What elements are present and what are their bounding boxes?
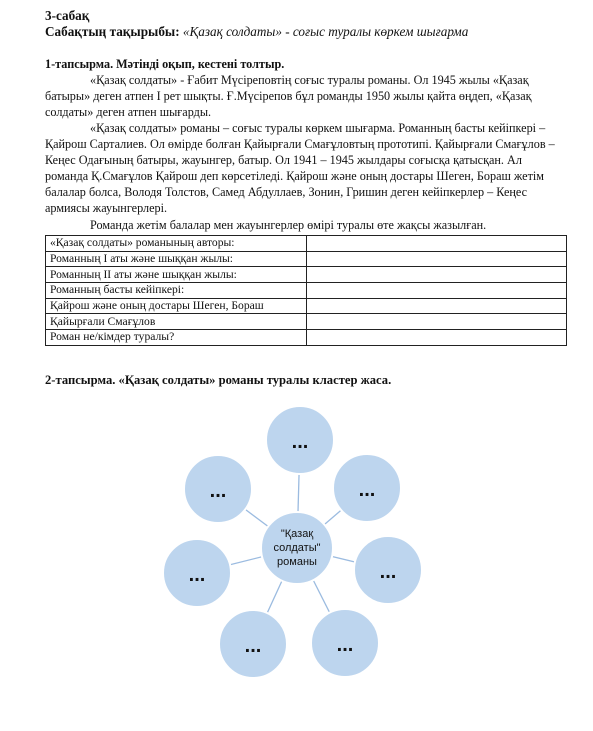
answer-cell[interactable] bbox=[307, 236, 567, 252]
paragraph-line: солдаты» деген атпен шығарды. bbox=[45, 105, 212, 119]
table-row bbox=[46, 283, 567, 299]
table-row bbox=[46, 330, 567, 346]
table-row bbox=[46, 314, 567, 330]
satellite-placeholder: ... bbox=[358, 479, 376, 501]
table-row bbox=[46, 267, 567, 283]
task2-heading: 2-тапсырма. «Қазақ солдаты» романы туралы кластер жаса. bbox=[45, 373, 392, 387]
answer-cell[interactable] bbox=[307, 251, 567, 267]
question-cell: Қайрош және оның достары Шеген, Бораш bbox=[46, 298, 307, 314]
task1-heading: 1-тапсырма. Мәтінді оқып, кестені толтыр. bbox=[45, 57, 285, 71]
question-cell: Романның басты кейіпкері: bbox=[46, 283, 307, 299]
answer-cell[interactable] bbox=[307, 267, 567, 283]
paragraph-line: романда Қ.Смағұлов Қайрош деп көрсетіледі. Қайрош және оның достары Шеген, Бораш жетім bbox=[45, 169, 545, 183]
answer-table bbox=[45, 235, 567, 346]
lesson-topic bbox=[45, 24, 468, 39]
answer-cell[interactable] bbox=[307, 283, 567, 299]
cluster-diagram bbox=[150, 398, 440, 688]
center-label-line: "Қазақ bbox=[280, 528, 314, 540]
paragraph-line: Қайрош Сарталиев. Ол өмірде болған Қайырғали Смағұловтың прототипі. Қайырғали Смағұлов – bbox=[45, 137, 555, 151]
answer-cell[interactable] bbox=[307, 330, 567, 346]
cluster-center bbox=[261, 512, 333, 584]
topic-label: Сабақтың тақырыбы: bbox=[45, 24, 180, 39]
satellite-placeholder: ... bbox=[379, 561, 397, 583]
paragraph-line: Романда жетім балалар мен жауынгерлер өмірі туралы өте жақсы жазылған. bbox=[90, 218, 487, 232]
satellite-placeholder: ... bbox=[209, 480, 227, 502]
question-cell: Романның II аты және шыққан жылы: bbox=[46, 267, 307, 283]
paragraph-line: армиясы жауынгерлері. bbox=[45, 201, 168, 215]
satellite-placeholder: ... bbox=[188, 564, 206, 586]
question-cell: Қайырғали Смағұлов bbox=[46, 314, 307, 330]
table-row bbox=[46, 298, 567, 314]
answer-cell[interactable] bbox=[307, 314, 567, 330]
question-cell: Роман не/кімдер туралы? bbox=[46, 330, 307, 346]
question-cell: «Қазақ солдаты» романының авторы: bbox=[46, 236, 307, 252]
answer-cell[interactable] bbox=[307, 298, 567, 314]
paragraph-line: «Қазақ солдаты» романы – соғыс туралы көркем шығарма. Романның басты кейіпкері – bbox=[90, 121, 546, 135]
topic-value: «Қазақ солдаты» - соғыс туралы көркем шығарма bbox=[182, 24, 469, 39]
center-label-line: солдаты" bbox=[273, 542, 321, 554]
table-row bbox=[46, 236, 567, 252]
lesson-number: 3-сабақ bbox=[45, 8, 90, 23]
satellite-placeholder: ... bbox=[244, 635, 262, 657]
paragraph-line: Кеңес Одағының батыры, жауынгер, батыр. Ол 1941 – 1945 жылдары соғысқа қатысқан. Ал bbox=[45, 153, 522, 167]
satellite-placeholder: ... bbox=[291, 431, 309, 453]
table-row bbox=[46, 251, 567, 267]
paragraph-line: батыры» деген атпен I рет шықты. Ғ.Мүсірепов бұл романды 1950 жылы қайта өңдеп, «Қазақ bbox=[45, 89, 532, 103]
question-cell: Романның I аты және шыққан жылы: bbox=[46, 251, 307, 267]
paragraph-line: «Қазақ солдаты» - Ғабит Мүсіреповтің соғыс туралы романы. Ол 1945 жылы «Қазақ bbox=[90, 73, 529, 87]
paragraph-line: балалар болса, Володя Толстов, Самед Абдуллаев, Зонин, Гришин деген кейіпкерлер – Кеңес bbox=[45, 185, 528, 199]
center-label-line: романы bbox=[277, 556, 317, 568]
satellite-placeholder: ... bbox=[336, 634, 354, 656]
